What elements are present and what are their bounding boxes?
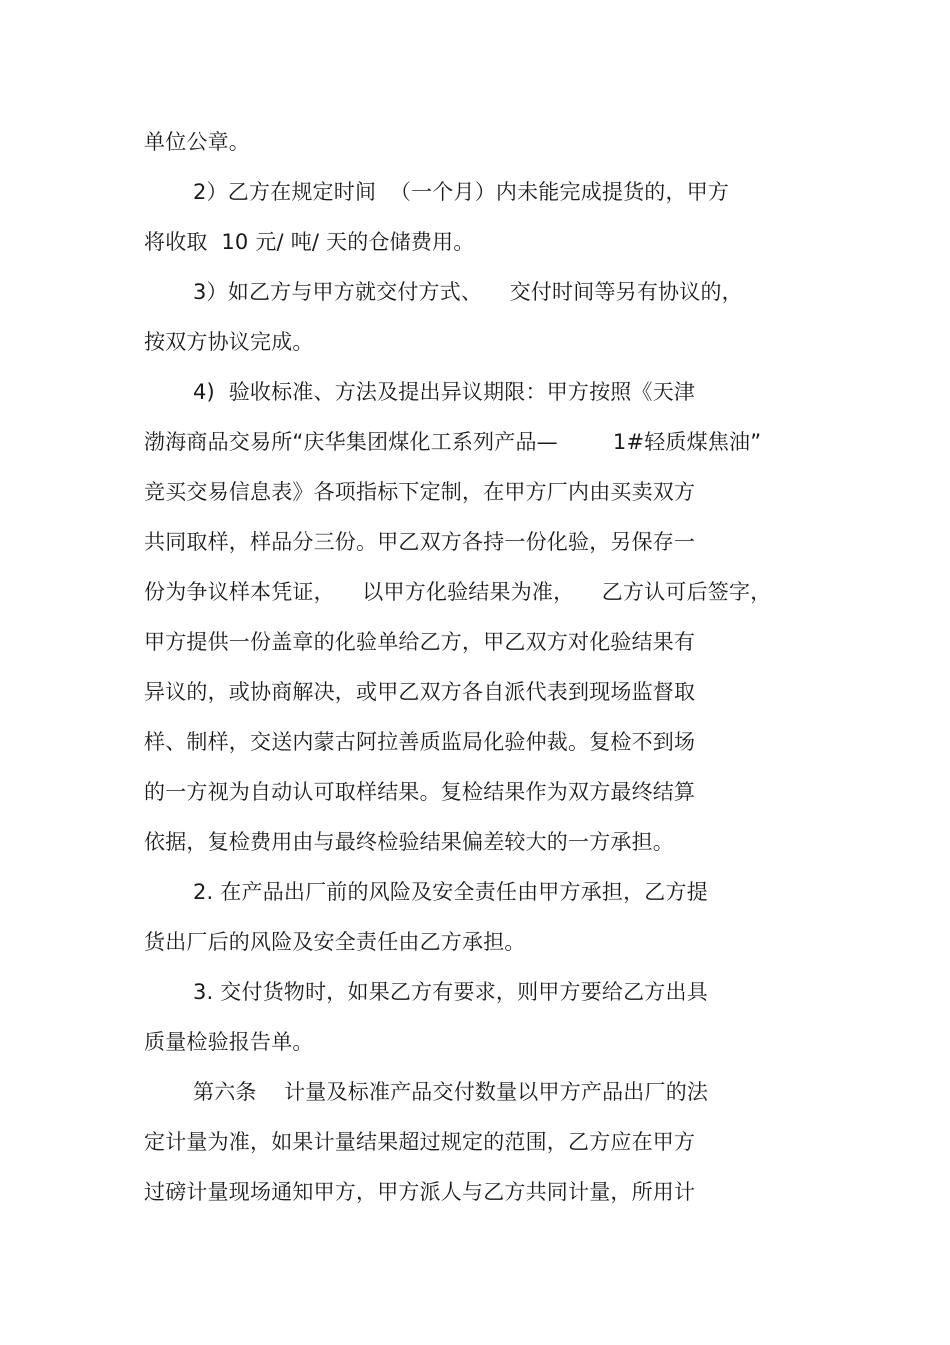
text-line: 共同取样，样品分三份。甲乙双方各持一份化验，另保存一 (144, 530, 696, 554)
text-line: 异议的，或协商解决，或甲乙双方各自派代表到现场监督取 (144, 680, 696, 704)
text-line: 第六条 计量及标准产品交付数量以甲方产品出厂的法 (193, 1080, 709, 1104)
text-line: 竞买交易信息表》各项指标下定制，在甲方厂内由买卖双方 (144, 480, 696, 504)
text-line: 渤海商品交易所“庆华集团煤化工系列产品— 1#轻质煤焦油” (144, 430, 762, 454)
text-line: 2）乙方在规定时间 （一个月）内未能完成提货的，甲方 (193, 180, 730, 204)
text-line: 过磅计量现场通知甲方，甲方派人与乙方共同计量，所用计 (144, 1180, 696, 1204)
text-line: 质量检验报告单。 (144, 1030, 314, 1054)
text-line: 依据，复检费用由与最终检验结果偏差较大的一方承担。 (144, 830, 674, 854)
text-line: 单位公章。 (144, 130, 250, 154)
text-line: 将收取 10 元/ 吨/ 天的仓储费用。 (144, 230, 475, 254)
text-line: 货出厂后的风险及安全责任由乙方承担。 (144, 930, 526, 954)
text-line: 样、制样，交送内蒙古阿拉善质监局化验仲裁。复检不到场 (144, 730, 696, 754)
text-line: 3）如乙方与甲方就交付方式、 交付时间等另有协议的， (193, 280, 743, 304)
text-line: 甲方提供一份盖章的化验单给乙方，甲乙双方对化验结果有 (144, 630, 696, 654)
text-line: 定计量为准，如果计量结果超过规定的范围，乙方应在甲方 (144, 1130, 696, 1154)
text-line: 的一方视为自动认可取样结果。复检结果作为双方最终结算 (144, 780, 696, 804)
text-line: 2. 在产品出厂前的风险及安全责任由甲方承担，乙方提 (193, 880, 708, 904)
text-line: 份为争议样本凭证， 以甲方化验结果为准， 乙方认可后签字， (144, 580, 772, 604)
text-line: 3. 交付货物时，如果乙方有要求，则甲方要给乙方出具 (193, 980, 708, 1004)
text-line: 按双方协议完成。 (144, 330, 314, 354)
text-line: 4) 验收标准、方法及提出异议期限：甲方按照《天津 (193, 380, 696, 404)
